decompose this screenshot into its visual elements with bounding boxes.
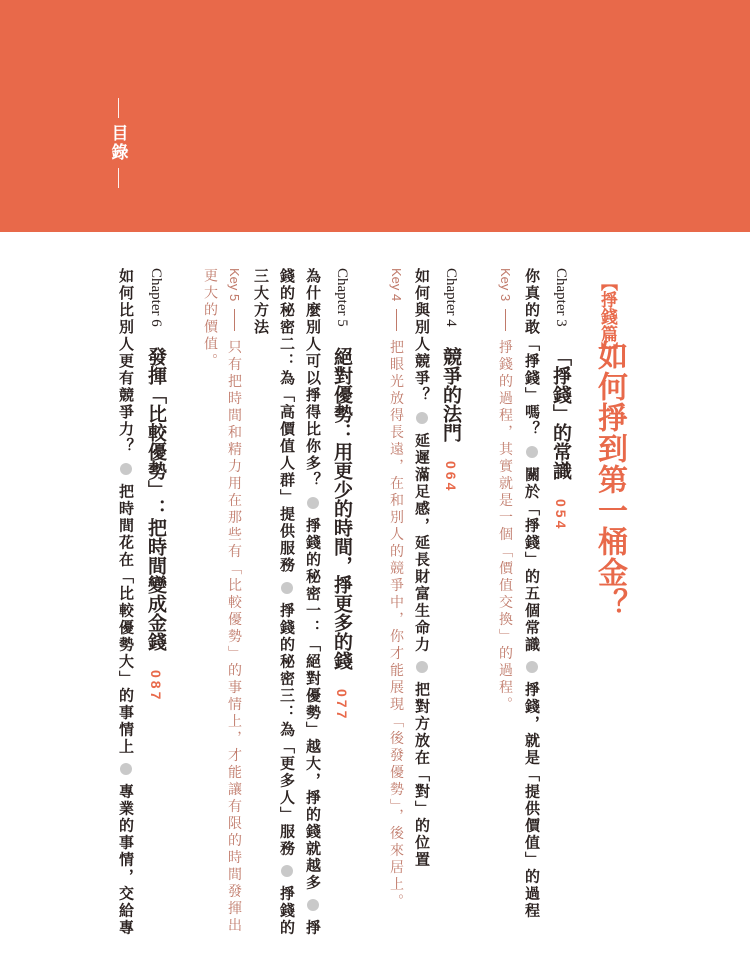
chapter-5-summary-1	[305, 268, 321, 936]
bullet-dot	[526, 661, 538, 673]
summary-text: 把時間花在「比較優勢大」的事情上	[117, 483, 135, 756]
summary-text: 專業的事情，交給專	[117, 783, 135, 937]
chapter-5-summary-3	[253, 268, 269, 336]
page-number: 077	[334, 689, 350, 722]
chapter-title: 競爭的法門	[440, 346, 462, 442]
summary-text: 你真的敢「掙錢」嗎？	[523, 268, 541, 438]
key-label: Key 5	[227, 268, 242, 302]
chapter-5-summary-2	[279, 268, 295, 936]
chapter-5-key-continued	[202, 268, 218, 370]
summary-text: 掙	[304, 919, 322, 937]
key-dash	[505, 309, 506, 331]
summary-text: 把對方放在「對」的位置	[413, 681, 431, 869]
section-title: 如何掙到第一桶金？	[592, 340, 627, 619]
chapter-3-summary	[524, 268, 540, 919]
chapter-5-key	[226, 268, 242, 934]
summary-text: 為什麼別人可以掙得比你多？	[304, 268, 322, 489]
bullet-dot	[120, 763, 132, 775]
page-number: 087	[148, 670, 164, 703]
section-tag: 【掙錢篇】	[597, 274, 617, 359]
chapter-4-heading	[441, 268, 460, 493]
key-text: 把眼光放得長遠，在和別人的競爭中，你才能展現「後發優勢」，後來居上。	[388, 339, 404, 911]
section-title-column	[592, 340, 627, 619]
toc-content	[0, 232, 750, 977]
key-label: Key 3	[498, 268, 513, 302]
key-label: Key 4	[389, 268, 404, 302]
page-number: 054	[553, 499, 569, 532]
key-dash	[234, 309, 235, 331]
toc-title: 目錄	[107, 124, 128, 162]
summary-text: 如何比別人更有競爭力？	[117, 268, 135, 455]
bullet-dot	[416, 412, 428, 424]
chapter-4-summary	[414, 268, 430, 868]
summary-text: 掙錢的秘密三：為「更多人」服務	[278, 602, 296, 858]
chapter-title: 「掙錢」的常識	[550, 346, 572, 480]
chapter-number: Chapter 4	[443, 268, 459, 327]
page-number: 064	[443, 461, 459, 494]
bullet-dot	[307, 497, 319, 509]
key-text: 更大的價值。	[202, 268, 218, 370]
bullet-dot	[281, 582, 293, 594]
toc-label	[98, 98, 138, 208]
summary-text: 三大方法	[252, 268, 270, 336]
chapter-3-heading	[551, 268, 570, 531]
summary-text: 延遲滿足感，延長財富生命力	[413, 432, 431, 654]
summary-text: 關於「掙錢」的五個常識	[523, 466, 541, 654]
summary-text: 錢的秘密二：為「高價值人群」提供服務	[278, 268, 296, 574]
bullet-dot	[416, 661, 428, 673]
chapter-number: Chapter 3	[553, 268, 569, 327]
bullet-dot	[307, 899, 319, 911]
key-dash	[396, 309, 397, 331]
bullet-dot	[120, 463, 132, 475]
chapter-title: 絕對優勢：用更少的時間，掙更多的錢	[331, 346, 353, 670]
key-text: 只有把時間和精力用在那些有「比較優勢」的事情上，才能讓有限的時間發揮出	[226, 339, 242, 935]
chapter-number: Chapter 6	[148, 268, 164, 327]
summary-text: 掙錢，就是「提供價值」的過程	[523, 681, 541, 920]
bullet-dot	[281, 865, 293, 877]
chapter-6-summary	[118, 268, 134, 936]
summary-text: 如何與別人競爭？	[413, 268, 431, 404]
summary-text: 掙錢的秘密一：「絕對優勢」越大，掙的錢就越多	[304, 517, 322, 892]
chapter-5-heading	[332, 268, 351, 721]
key-text: 掙錢的過程，其實就是一個「價值交換」的過程。	[497, 339, 513, 714]
chapter-6-heading	[146, 268, 165, 702]
summary-text: 掙錢的	[278, 885, 296, 937]
chapter-number: Chapter 5	[334, 268, 350, 327]
chapter-3-key	[497, 268, 513, 713]
chapter-title: 發揮「比較優勢」：把時間變成金錢	[145, 346, 167, 651]
toc-rule-bottom	[118, 168, 119, 188]
bullet-dot	[526, 446, 538, 458]
chapter-4-key	[388, 268, 404, 910]
toc-rule-top	[118, 98, 119, 118]
